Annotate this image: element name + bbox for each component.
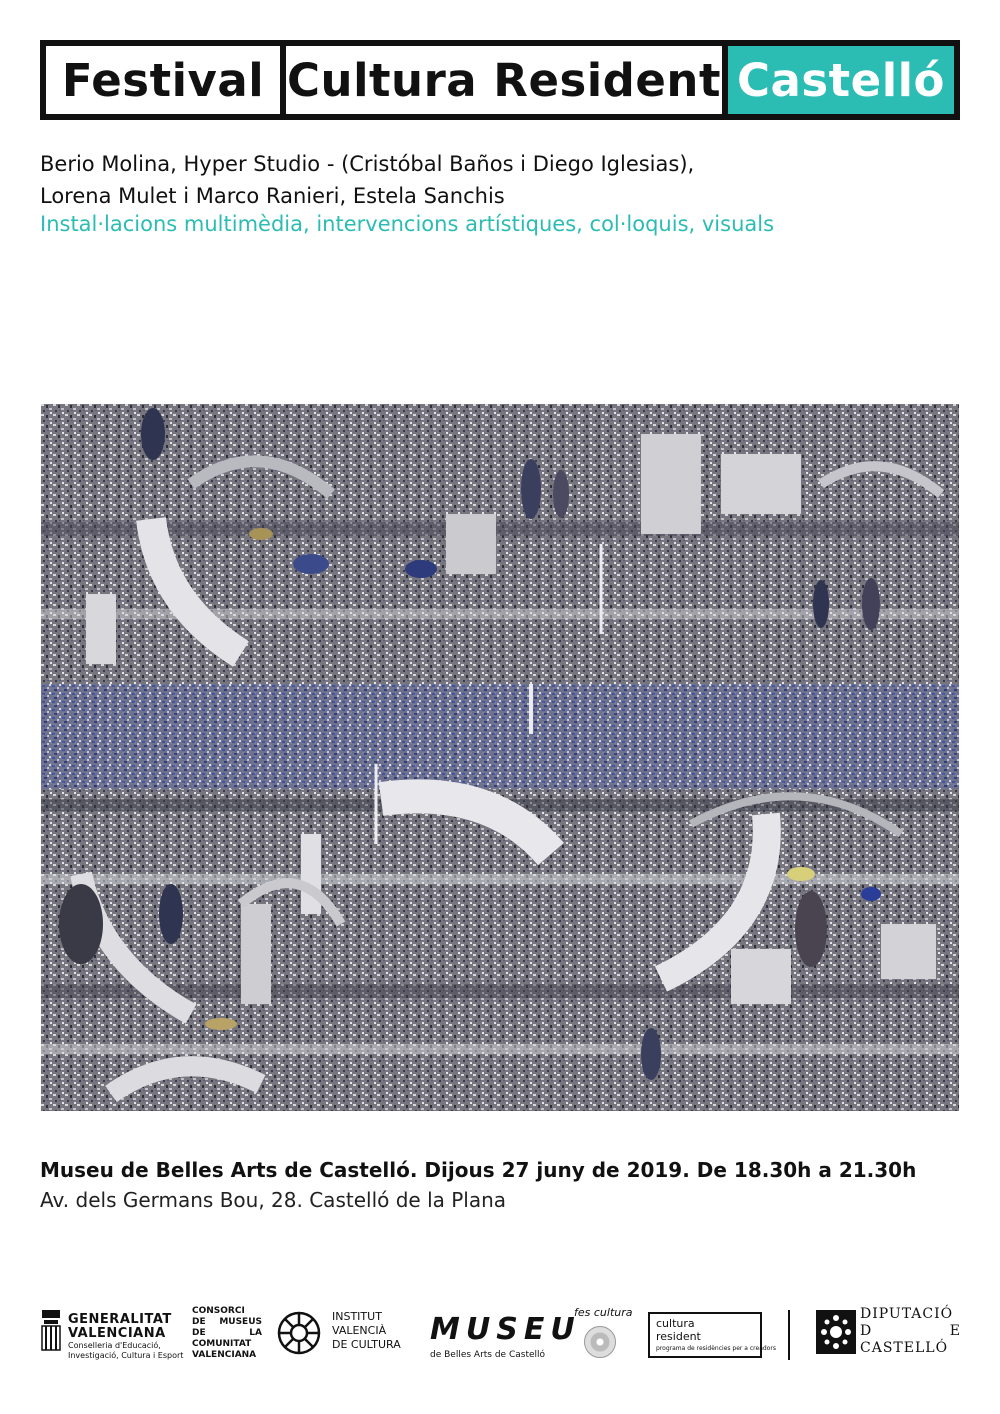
consorci-word: VALENCIANA	[192, 1350, 257, 1360]
ivc-line-2: VALENCIÀ	[332, 1324, 387, 1337]
artwork-image	[41, 404, 959, 1111]
consorci-museus-logo	[192, 1306, 262, 1361]
cr-line-1: cultura	[656, 1317, 695, 1330]
festival-header	[40, 40, 960, 120]
venue-address: Av. dels Germans Bou, 28. Castelló de la Plana	[40, 1188, 507, 1212]
diputacio-line-2	[860, 1323, 960, 1339]
consorci-row-1	[192, 1306, 262, 1317]
artists-list	[40, 148, 694, 212]
gv-line-4: Investigació, Cultura i Esport	[68, 1351, 184, 1360]
consorci-word: DE	[192, 1328, 206, 1338]
ivc-emblem-icon	[276, 1310, 322, 1356]
generalitat-emblem-icon	[40, 1308, 62, 1352]
header-festival-name: Cultura Resident	[280, 40, 722, 120]
diputacio-line-1: DIPUTACIÓ	[860, 1306, 954, 1322]
consorci-word: DE	[192, 1317, 206, 1327]
gv-line-1: GENERALITAT	[68, 1312, 172, 1327]
fes-cultura-text: fes cultura	[574, 1306, 633, 1319]
consorci-word: MUSEUS	[219, 1317, 262, 1327]
disc-icon	[584, 1326, 616, 1358]
gv-line-3: Conselleria d'Educació,	[68, 1341, 161, 1350]
cr-line-2: resident	[656, 1330, 701, 1343]
diputacio-d: D	[860, 1323, 872, 1339]
consorci-word: CONSORCI	[192, 1306, 245, 1316]
diputacio-line-3: CASTELLÓ	[860, 1340, 949, 1356]
consorci-word: LA	[249, 1328, 262, 1338]
gv-line-2: VALENCIANA	[68, 1326, 166, 1341]
museu-name: MUSEU	[430, 1312, 581, 1347]
ivc-text	[332, 1310, 401, 1352]
consorci-word: COMUNITAT	[192, 1339, 252, 1349]
header-festival: Festival	[40, 40, 280, 120]
ivc-line-1: INSTITUT	[332, 1310, 382, 1323]
consorci-row-5	[192, 1350, 262, 1361]
artists-line-2: Lorena Mulet i Marco Ranieri, Estela Sanchis	[40, 184, 505, 208]
cultura-resident-logo	[648, 1312, 776, 1358]
ivc-line-3: DE CULTURA	[332, 1338, 401, 1351]
header-city: Castelló	[722, 40, 960, 120]
event-subtitle: Instal·lacions multimèdia, intervencions artístiques, col·loquis, visuals	[40, 212, 775, 236]
artists-line-1: Berio Molina, Hyper Studio - (Cristóbal Baños i Diego Iglesias),	[40, 152, 695, 176]
artwork-collage	[41, 404, 959, 1111]
venue-date: Museu de Belles Arts de Castelló. Dijous 27 juny de 2019. De 18.30h a 21.30h	[40, 1158, 917, 1182]
consorci-row-4	[192, 1339, 262, 1350]
cr-line-3: programa de residències per a creadors	[656, 1345, 776, 1352]
consorci-row-3	[192, 1328, 262, 1339]
diputacio-emblem-icon	[816, 1310, 856, 1354]
diputacio-e: E	[949, 1323, 960, 1339]
museu-subtitle: de Belles Arts de Castelló	[430, 1350, 546, 1360]
logo-divider	[788, 1310, 790, 1360]
consorci-row-2	[192, 1317, 262, 1328]
